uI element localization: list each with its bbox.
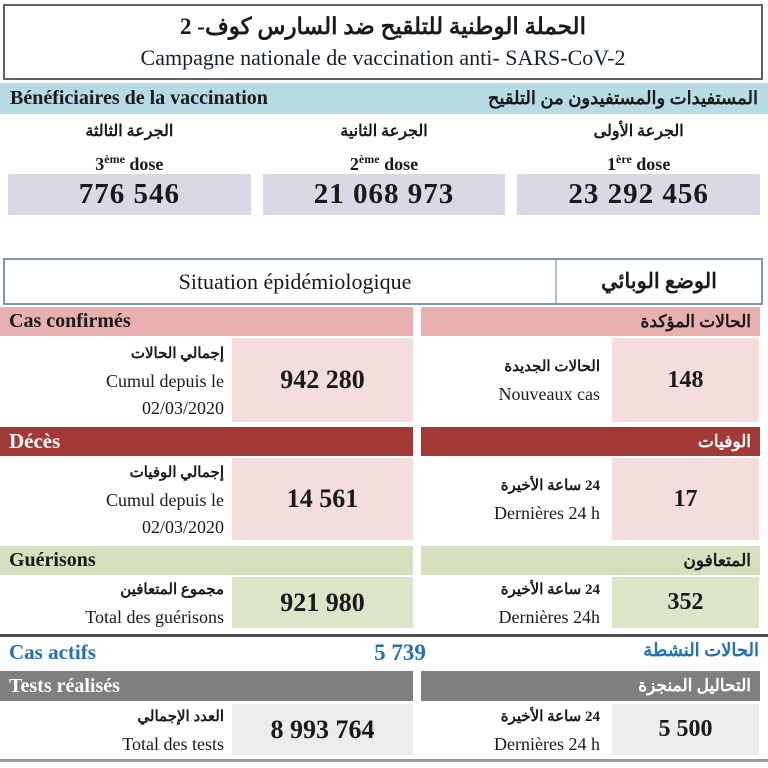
tests-total-value: 8 993 764 — [232, 704, 413, 755]
dose-2-label-arabic: الجرعة الثانية — [340, 123, 428, 140]
recovered-new-value: 352 — [612, 577, 759, 628]
dose-column-1st — [517, 117, 760, 215]
dose-column-2nd — [263, 117, 506, 215]
confirmed-bar-arabic: الحالات المؤكدة — [640, 311, 751, 331]
dose-2-label-french: 2ème dose — [349, 152, 419, 174]
confirmed-total-value: 942 280 — [232, 338, 413, 422]
deaths-data-row — [0, 456, 768, 544]
beneficiaries-label-arabic: المستفيدات والمستفيدون من التلقيح — [487, 88, 758, 108]
confirmed-bar-french: Cas confirmés — [9, 310, 131, 332]
situation-title-arabic: الوضع الوبائي — [601, 269, 718, 293]
active-cases-row — [0, 634, 768, 669]
tests-bar-arabic: التحاليل المنجزة — [638, 676, 751, 695]
recovered-total-label: مجموع المتعافين Total des guérisons — [85, 581, 224, 627]
campaign-title-french: Campagne nationale de vaccination anti- SARS-CoV-2 — [140, 44, 626, 70]
dose-1-label-arabic: الجرعة الأولى — [593, 123, 684, 140]
tests-new-value: 5 500 — [612, 704, 759, 755]
dose-3-label-arabic: الجرعة الثالثة — [85, 123, 174, 140]
recovered-data-row — [0, 575, 768, 632]
deaths-total-value: 14 561 — [232, 458, 413, 540]
recovered-section-bar — [0, 546, 768, 575]
tests-total-label: العدد الإجمالي Total des tests — [122, 708, 224, 754]
dose-3-label-french: 3ème dose — [95, 152, 164, 174]
tests-data-row — [0, 702, 768, 759]
deaths-new-value: 17 — [612, 458, 759, 540]
dose-2-value: 21 068 973 — [263, 174, 506, 215]
active-cases-label-french: Cas actifs — [9, 640, 96, 664]
recovered-total-value: 921 980 — [232, 577, 413, 628]
dose-1-label-french: 1ère dose — [607, 152, 671, 174]
deaths-bar-french: Décès — [9, 429, 61, 453]
bottom-divider — [0, 759, 768, 762]
situation-title-french: Situation épidémiologique — [178, 268, 412, 294]
dose-column-3rd — [8, 117, 251, 215]
confirmed-total-label: إجمالي الحالات Cumul depuis le 02/03/2020 — [106, 345, 224, 418]
tests-bar-french: Tests réalisés — [9, 674, 120, 697]
tests-section-bar — [0, 671, 768, 701]
doses-section — [0, 117, 768, 215]
deaths-total-label: إجمالي الوفيات Cumul depuis le 02/03/2020 — [106, 464, 224, 537]
confirmed-new-label: الحالات الجديدة Nouveaux cas — [498, 359, 600, 404]
active-cases-value: 5 739 — [374, 640, 426, 665]
beneficiaries-header-bar — [0, 83, 768, 114]
beneficiaries-label-french: Bénéficiaires de la vaccination — [10, 87, 268, 109]
confirmed-section-bar — [0, 307, 768, 336]
deaths-section-bar — [0, 427, 768, 456]
recovered-bar-arabic: المتعافون — [683, 550, 751, 570]
confirmed-new-value: 148 — [612, 338, 759, 422]
situation-header-box — [3, 258, 763, 305]
campaign-title-box — [3, 4, 763, 80]
recovered-new-label: 24 ساعة الأخيرة Dernières 24h — [498, 581, 600, 627]
dose-3-value: 776 546 — [8, 174, 251, 215]
tests-new-label: 24 ساعة الأخيرة Dernières 24 h — [494, 708, 600, 754]
recovered-bar-french: Guérisons — [9, 549, 96, 571]
dose-1-value: 23 292 456 — [517, 174, 760, 215]
deaths-new-label: 24 ساعة الأخيرة Dernières 24 h — [494, 478, 600, 523]
confirmed-data-row — [0, 336, 768, 426]
deaths-bar-arabic: الوفيات — [697, 431, 751, 451]
campaign-title-arabic: الحملة الوطنية للتلقيح ضد السارس كوف- 2 — [180, 13, 586, 39]
active-cases-label-arabic: الحالات النشطة — [643, 640, 759, 660]
